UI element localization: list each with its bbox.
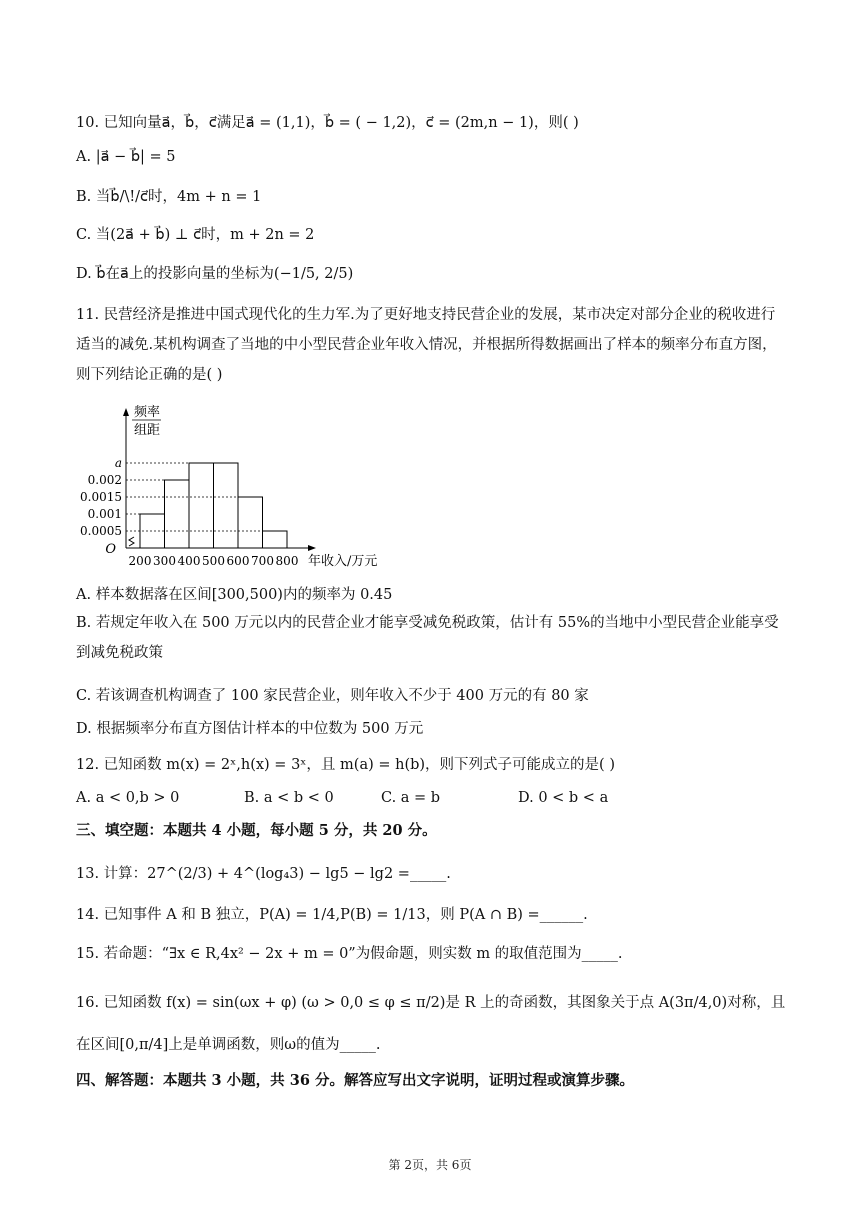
- q15-text: 15. 若命题：“∃x ∈ R,4x² − 2x + m = 0”为假命题，则实数 m 的取值范围为_____.: [76, 946, 623, 962]
- x-axis-arrow: [308, 545, 316, 551]
- q11-option-b: B. 若规定年收入在 500 万元以内的民营企业才能享受减免税政策，估计有 55%的当地中小型民营企业能享受到减免税政策: [76, 615, 779, 661]
- q10-option-a: A. |a⃗ − b⃗| = 5: [76, 149, 176, 165]
- y-tick-label: 0.002: [87, 473, 122, 487]
- q12-option-a: A. a < 0,b > 0: [76, 790, 180, 806]
- histogram-bar: [263, 531, 288, 548]
- q13-text: 13. 计算：27^(2/3) + 4^(log₄3) − lg5 − lg2 =_____.: [76, 866, 451, 882]
- q11-stem: 11. 民营经济是推进中国式现代化的生力军.为了更好地支持民营企业的发展，某市决定对部分企业的税收进行适当的减免.某机构调查了当地的中小型民营企业年收入情况，并根据所得数据画出了样本的频率分布直方图，则下列结论正确的是( ): [76, 307, 777, 383]
- histogram-bar: [214, 463, 239, 548]
- histogram-bar: [165, 480, 190, 548]
- q11-option-a: A. 样本数据落在区间[300,500)内的频率为 0.45: [76, 587, 393, 603]
- y-axis-arrow: [123, 408, 129, 416]
- q12-option-c: C. a = b: [381, 790, 441, 806]
- x-tick-label: 300: [153, 554, 176, 568]
- section-4-heading: 四、解答题：本题共 3 小题，共 36 分。解答应写出文字说明，证明过程或演算步骤。: [76, 1072, 634, 1089]
- q14-text: 14. 已知事件 A 和 B 独立，P(A) = 1/4,P(B) = 1/13，则 P(A ∩ B) =______.: [76, 907, 588, 923]
- q11-option-c: C. 若该调查机构调查了 100 家民营企业，则年收入不少于 400 万元的有 80 家: [76, 688, 589, 704]
- x-tick-label: 800: [275, 554, 299, 568]
- y-label-numerator: 频率: [134, 405, 161, 420]
- q12-option-d: D. 0 < b < a: [518, 790, 609, 806]
- q10-option-b: B. 当b⃗/\!/c⃗时，4m + n = 1: [76, 189, 262, 205]
- q11-option-d: D. 根据频率分布直方图估计样本的中位数为 500 万元: [76, 721, 424, 737]
- q10-stem: 10. 已知向量a⃗，b⃗，c⃗满足a⃗ = (1,1)，b⃗ = ( − 1,2)，c⃗ = (2m,n − 1)，则( ): [76, 115, 579, 131]
- section-3-heading: 三、填空题：本题共 4 小题，每小题 5 分，共 20 分。: [76, 822, 437, 839]
- x-tick-label: 700: [251, 554, 274, 568]
- q16-text: 16. 已知函数 f(x) = sin(ωx + φ) (ω > 0,0 ≤ φ ≤ π/2)是 R 上的奇函数，其图象关于点 A(3π/4,0)对称，且在区间[0,π/4]上是单调函数，则ω的值为_____.: [76, 995, 786, 1053]
- q10-option-c: C. 当(2a⃗ + b⃗) ⊥ c⃗时，m + 2n = 2: [76, 227, 315, 243]
- histogram-bar: [189, 463, 214, 548]
- x-tick-label: 200: [128, 554, 152, 568]
- y-label-denominator: 组距: [134, 423, 161, 438]
- frequency-histogram: [76, 402, 396, 574]
- y-tick-label: a: [114, 456, 122, 470]
- page-footer: 第 2页，共 6页: [388, 1158, 472, 1172]
- axis-break-icon: [129, 537, 134, 546]
- q12-option-b: B. a < b < 0: [244, 790, 334, 806]
- q12-stem: 12. 已知函数 m(x) = 2ˣ,h(x) = 3ˣ，且 m(a) = h(b)，则下列式子可能成立的是( ): [76, 757, 615, 773]
- q12-options: [76, 788, 788, 808]
- q10-option-d: D. b⃗在a⃗上的投影向量的坐标为(−1/5, 2/5): [76, 266, 354, 282]
- y-tick-label: 0.0005: [80, 524, 122, 538]
- x-tick-label: 500: [202, 554, 225, 568]
- histogram-bar: [238, 497, 263, 548]
- x-tick-label: 400: [177, 554, 201, 568]
- y-tick-label: 0.0015: [80, 490, 122, 504]
- x-tick-label: 600: [226, 554, 250, 568]
- x-axis-label: 年收入/万元: [308, 554, 378, 569]
- origin-label: O: [105, 542, 116, 557]
- y-tick-label: 0.001: [87, 507, 122, 521]
